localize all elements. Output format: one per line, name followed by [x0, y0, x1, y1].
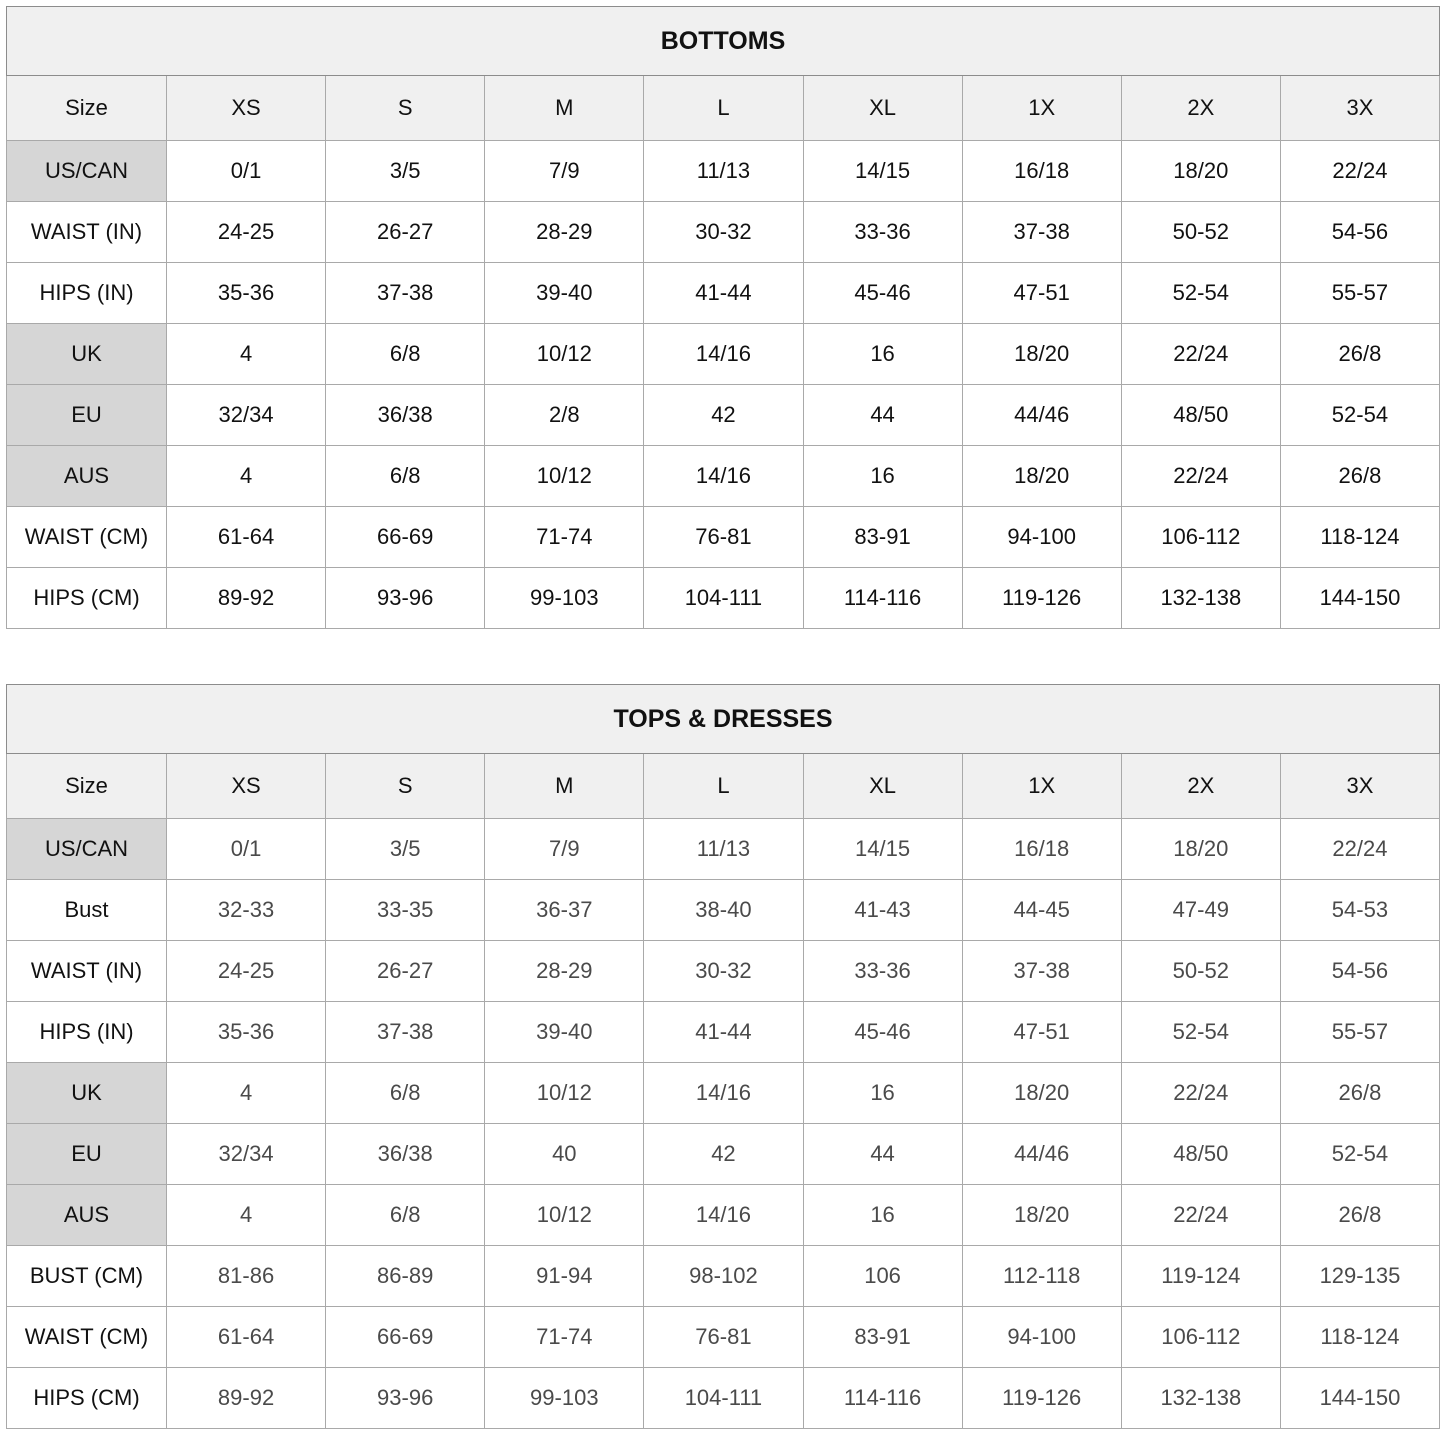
- size-value-cell: 16/18: [962, 141, 1121, 202]
- bottoms-table-body: [7, 141, 1440, 629]
- size-value-cell: 47-51: [962, 1002, 1121, 1063]
- tops-title-row: [7, 685, 1440, 754]
- size-value-cell: 0/1: [167, 141, 326, 202]
- table-row: [7, 1185, 1440, 1246]
- size-value-cell: 18/20: [962, 1063, 1121, 1124]
- size-value-cell: 93-96: [326, 568, 485, 629]
- size-value-cell: 132-138: [1121, 568, 1280, 629]
- bottoms-header-size: XS: [167, 76, 326, 141]
- size-value-cell: 30-32: [644, 202, 803, 263]
- bottoms-header-size: M: [485, 76, 644, 141]
- size-value-cell: 16: [803, 446, 962, 507]
- row-label: WAIST (IN): [7, 941, 167, 1002]
- row-label: US/CAN: [7, 819, 167, 880]
- row-label: HIPS (IN): [7, 1002, 167, 1063]
- size-value-cell: 55-57: [1280, 263, 1439, 324]
- size-value-cell: 32-33: [167, 880, 326, 941]
- size-value-cell: 119-124: [1121, 1246, 1280, 1307]
- table-row: [7, 1063, 1440, 1124]
- table-row: [7, 507, 1440, 568]
- table-row: [7, 880, 1440, 941]
- size-value-cell: 10/12: [485, 1063, 644, 1124]
- size-value-cell: 37-38: [326, 1002, 485, 1063]
- table-row: [7, 941, 1440, 1002]
- table-row: [7, 1246, 1440, 1307]
- size-value-cell: 76-81: [644, 1307, 803, 1368]
- size-value-cell: 11/13: [644, 819, 803, 880]
- size-value-cell: 48/50: [1121, 385, 1280, 446]
- bottoms-header-size: XL: [803, 76, 962, 141]
- size-value-cell: 81-86: [167, 1246, 326, 1307]
- size-value-cell: 14/16: [644, 324, 803, 385]
- size-value-cell: 94-100: [962, 1307, 1121, 1368]
- size-value-cell: 39-40: [485, 263, 644, 324]
- size-value-cell: 14/16: [644, 446, 803, 507]
- size-value-cell: 99-103: [485, 1368, 644, 1429]
- size-value-cell: 28-29: [485, 202, 644, 263]
- size-value-cell: 98-102: [644, 1246, 803, 1307]
- size-value-cell: 42: [644, 1124, 803, 1185]
- size-value-cell: 26/8: [1280, 1185, 1439, 1246]
- row-label: HIPS (CM): [7, 1368, 167, 1429]
- size-value-cell: 7/9: [485, 819, 644, 880]
- size-value-cell: 52-54: [1121, 263, 1280, 324]
- size-value-cell: 118-124: [1280, 1307, 1439, 1368]
- bottoms-header-size: S: [326, 76, 485, 141]
- bottoms-header-size: 2X: [1121, 76, 1280, 141]
- size-value-cell: 86-89: [326, 1246, 485, 1307]
- size-value-cell: 3/5: [326, 819, 485, 880]
- size-value-cell: 14/16: [644, 1063, 803, 1124]
- size-value-cell: 118-124: [1280, 507, 1439, 568]
- bottoms-size-table: [6, 6, 1440, 629]
- size-value-cell: 18/20: [962, 446, 1121, 507]
- size-value-cell: 61-64: [167, 507, 326, 568]
- size-value-cell: 76-81: [644, 507, 803, 568]
- size-value-cell: 14/15: [803, 819, 962, 880]
- bottoms-header-size-label: Size: [7, 76, 167, 141]
- tops-header-size: 1X: [962, 754, 1121, 819]
- tops-header-size: M: [485, 754, 644, 819]
- size-value-cell: 89-92: [167, 1368, 326, 1429]
- size-value-cell: 14/15: [803, 141, 962, 202]
- size-value-cell: 2/8: [485, 385, 644, 446]
- size-value-cell: 35-36: [167, 263, 326, 324]
- row-label: WAIST (CM): [7, 1307, 167, 1368]
- size-value-cell: 112-118: [962, 1246, 1121, 1307]
- size-value-cell: 37-38: [962, 202, 1121, 263]
- row-label: HIPS (IN): [7, 263, 167, 324]
- size-value-cell: 54-56: [1280, 941, 1439, 1002]
- size-value-cell: 44/46: [962, 385, 1121, 446]
- size-value-cell: 66-69: [326, 1307, 485, 1368]
- size-value-cell: 28-29: [485, 941, 644, 1002]
- size-value-cell: 6/8: [326, 1185, 485, 1246]
- bottoms-title-row: [7, 7, 1440, 76]
- size-value-cell: 36/38: [326, 1124, 485, 1185]
- tops-header-size: 3X: [1280, 754, 1439, 819]
- size-value-cell: 52-54: [1121, 1002, 1280, 1063]
- size-value-cell: 33-36: [803, 202, 962, 263]
- row-label: UK: [7, 1063, 167, 1124]
- size-value-cell: 22/24: [1280, 141, 1439, 202]
- size-value-cell: 54-53: [1280, 880, 1439, 941]
- size-value-cell: 83-91: [803, 507, 962, 568]
- size-value-cell: 26/8: [1280, 1063, 1439, 1124]
- size-value-cell: 6/8: [326, 446, 485, 507]
- size-value-cell: 6/8: [326, 1063, 485, 1124]
- row-label: HIPS (CM): [7, 568, 167, 629]
- bottoms-header-size: 1X: [962, 76, 1121, 141]
- bottoms-header-size: L: [644, 76, 803, 141]
- size-value-cell: 91-94: [485, 1246, 644, 1307]
- size-value-cell: 11/13: [644, 141, 803, 202]
- size-value-cell: 32/34: [167, 1124, 326, 1185]
- size-value-cell: 41-43: [803, 880, 962, 941]
- size-value-cell: 35-36: [167, 1002, 326, 1063]
- table-row: [7, 1307, 1440, 1368]
- row-label: EU: [7, 385, 167, 446]
- size-value-cell: 50-52: [1121, 202, 1280, 263]
- tops-header-size-label: Size: [7, 754, 167, 819]
- size-value-cell: 37-38: [962, 941, 1121, 1002]
- size-value-cell: 10/12: [485, 324, 644, 385]
- size-value-cell: 52-54: [1280, 385, 1439, 446]
- tops-header-row: [7, 754, 1440, 819]
- table-row: [7, 385, 1440, 446]
- table-row: [7, 446, 1440, 507]
- size-value-cell: 0/1: [167, 819, 326, 880]
- size-value-cell: 38-40: [644, 880, 803, 941]
- table-row: [7, 1368, 1440, 1429]
- size-value-cell: 22/24: [1121, 446, 1280, 507]
- size-value-cell: 30-32: [644, 941, 803, 1002]
- size-value-cell: 93-96: [326, 1368, 485, 1429]
- size-value-cell: 32/34: [167, 385, 326, 446]
- row-label: Bust: [7, 880, 167, 941]
- size-value-cell: 33-35: [326, 880, 485, 941]
- size-value-cell: 26/8: [1280, 324, 1439, 385]
- size-value-cell: 16: [803, 324, 962, 385]
- size-value-cell: 66-69: [326, 507, 485, 568]
- size-value-cell: 24-25: [167, 202, 326, 263]
- size-value-cell: 4: [167, 1185, 326, 1246]
- bottoms-header-size: 3X: [1280, 76, 1439, 141]
- size-value-cell: 106-112: [1121, 1307, 1280, 1368]
- size-value-cell: 36/38: [326, 385, 485, 446]
- size-value-cell: 33-36: [803, 941, 962, 1002]
- size-value-cell: 144-150: [1280, 1368, 1439, 1429]
- size-value-cell: 71-74: [485, 507, 644, 568]
- table-row: [7, 568, 1440, 629]
- size-value-cell: 22/24: [1121, 1185, 1280, 1246]
- size-value-cell: 18/20: [962, 1185, 1121, 1246]
- tops-header-size: XS: [167, 754, 326, 819]
- table-row: [7, 263, 1440, 324]
- size-value-cell: 26/8: [1280, 446, 1439, 507]
- size-value-cell: 83-91: [803, 1307, 962, 1368]
- tops-header-size: S: [326, 754, 485, 819]
- size-value-cell: 106: [803, 1246, 962, 1307]
- tops-size-table: [6, 684, 1440, 1429]
- size-value-cell: 114-116: [803, 568, 962, 629]
- tops-table-body: [7, 819, 1440, 1429]
- size-value-cell: 132-138: [1121, 1368, 1280, 1429]
- size-value-cell: 61-64: [167, 1307, 326, 1368]
- size-value-cell: 22/24: [1280, 819, 1439, 880]
- size-value-cell: 37-38: [326, 263, 485, 324]
- size-value-cell: 18/20: [962, 324, 1121, 385]
- size-value-cell: 4: [167, 324, 326, 385]
- row-label: BUST (CM): [7, 1246, 167, 1307]
- size-value-cell: 50-52: [1121, 941, 1280, 1002]
- size-value-cell: 94-100: [962, 507, 1121, 568]
- size-value-cell: 4: [167, 1063, 326, 1124]
- size-value-cell: 45-46: [803, 1002, 962, 1063]
- size-value-cell: 16/18: [962, 819, 1121, 880]
- size-value-cell: 71-74: [485, 1307, 644, 1368]
- row-label: AUS: [7, 446, 167, 507]
- size-value-cell: 45-46: [803, 263, 962, 324]
- size-value-cell: 41-44: [644, 1002, 803, 1063]
- size-value-cell: 119-126: [962, 1368, 1121, 1429]
- table-row: [7, 819, 1440, 880]
- size-value-cell: 26-27: [326, 941, 485, 1002]
- size-value-cell: 119-126: [962, 568, 1121, 629]
- size-value-cell: 4: [167, 446, 326, 507]
- row-label: US/CAN: [7, 141, 167, 202]
- size-value-cell: 22/24: [1121, 324, 1280, 385]
- row-label: WAIST (IN): [7, 202, 167, 263]
- table-row: [7, 141, 1440, 202]
- size-value-cell: 47-49: [1121, 880, 1280, 941]
- size-value-cell: 44-45: [962, 880, 1121, 941]
- size-value-cell: 54-56: [1280, 202, 1439, 263]
- tops-header-size: 2X: [1121, 754, 1280, 819]
- size-value-cell: 36-37: [485, 880, 644, 941]
- table-row: [7, 1124, 1440, 1185]
- size-value-cell: 114-116: [803, 1368, 962, 1429]
- size-value-cell: 39-40: [485, 1002, 644, 1063]
- tops-title: TOPS & DRESSES: [7, 685, 1440, 754]
- size-value-cell: 144-150: [1280, 568, 1439, 629]
- size-value-cell: 6/8: [326, 324, 485, 385]
- row-label: UK: [7, 324, 167, 385]
- size-value-cell: 24-25: [167, 941, 326, 1002]
- size-value-cell: 47-51: [962, 263, 1121, 324]
- tops-header-size: L: [644, 754, 803, 819]
- size-value-cell: 89-92: [167, 568, 326, 629]
- size-value-cell: 18/20: [1121, 819, 1280, 880]
- size-value-cell: 44: [803, 1124, 962, 1185]
- size-value-cell: 16: [803, 1185, 962, 1246]
- table-row: [7, 324, 1440, 385]
- size-value-cell: 55-57: [1280, 1002, 1439, 1063]
- size-value-cell: 52-54: [1280, 1124, 1439, 1185]
- size-value-cell: 99-103: [485, 568, 644, 629]
- size-value-cell: 14/16: [644, 1185, 803, 1246]
- size-value-cell: 16: [803, 1063, 962, 1124]
- size-value-cell: 129-135: [1280, 1246, 1439, 1307]
- size-value-cell: 44: [803, 385, 962, 446]
- size-value-cell: 7/9: [485, 141, 644, 202]
- row-label: EU: [7, 1124, 167, 1185]
- bottoms-title: BOTTOMS: [7, 7, 1440, 76]
- size-value-cell: 18/20: [1121, 141, 1280, 202]
- size-value-cell: 41-44: [644, 263, 803, 324]
- row-label: AUS: [7, 1185, 167, 1246]
- size-value-cell: 104-111: [644, 568, 803, 629]
- row-label: WAIST (CM): [7, 507, 167, 568]
- table-row: [7, 1002, 1440, 1063]
- size-value-cell: 40: [485, 1124, 644, 1185]
- size-value-cell: 22/24: [1121, 1063, 1280, 1124]
- size-value-cell: 10/12: [485, 446, 644, 507]
- size-value-cell: 26-27: [326, 202, 485, 263]
- bottoms-header-row: [7, 76, 1440, 141]
- size-value-cell: 104-111: [644, 1368, 803, 1429]
- tops-header-size: XL: [803, 754, 962, 819]
- size-value-cell: 10/12: [485, 1185, 644, 1246]
- table-row: [7, 202, 1440, 263]
- size-value-cell: 3/5: [326, 141, 485, 202]
- size-value-cell: 42: [644, 385, 803, 446]
- size-value-cell: 44/46: [962, 1124, 1121, 1185]
- size-value-cell: 48/50: [1121, 1124, 1280, 1185]
- size-value-cell: 106-112: [1121, 507, 1280, 568]
